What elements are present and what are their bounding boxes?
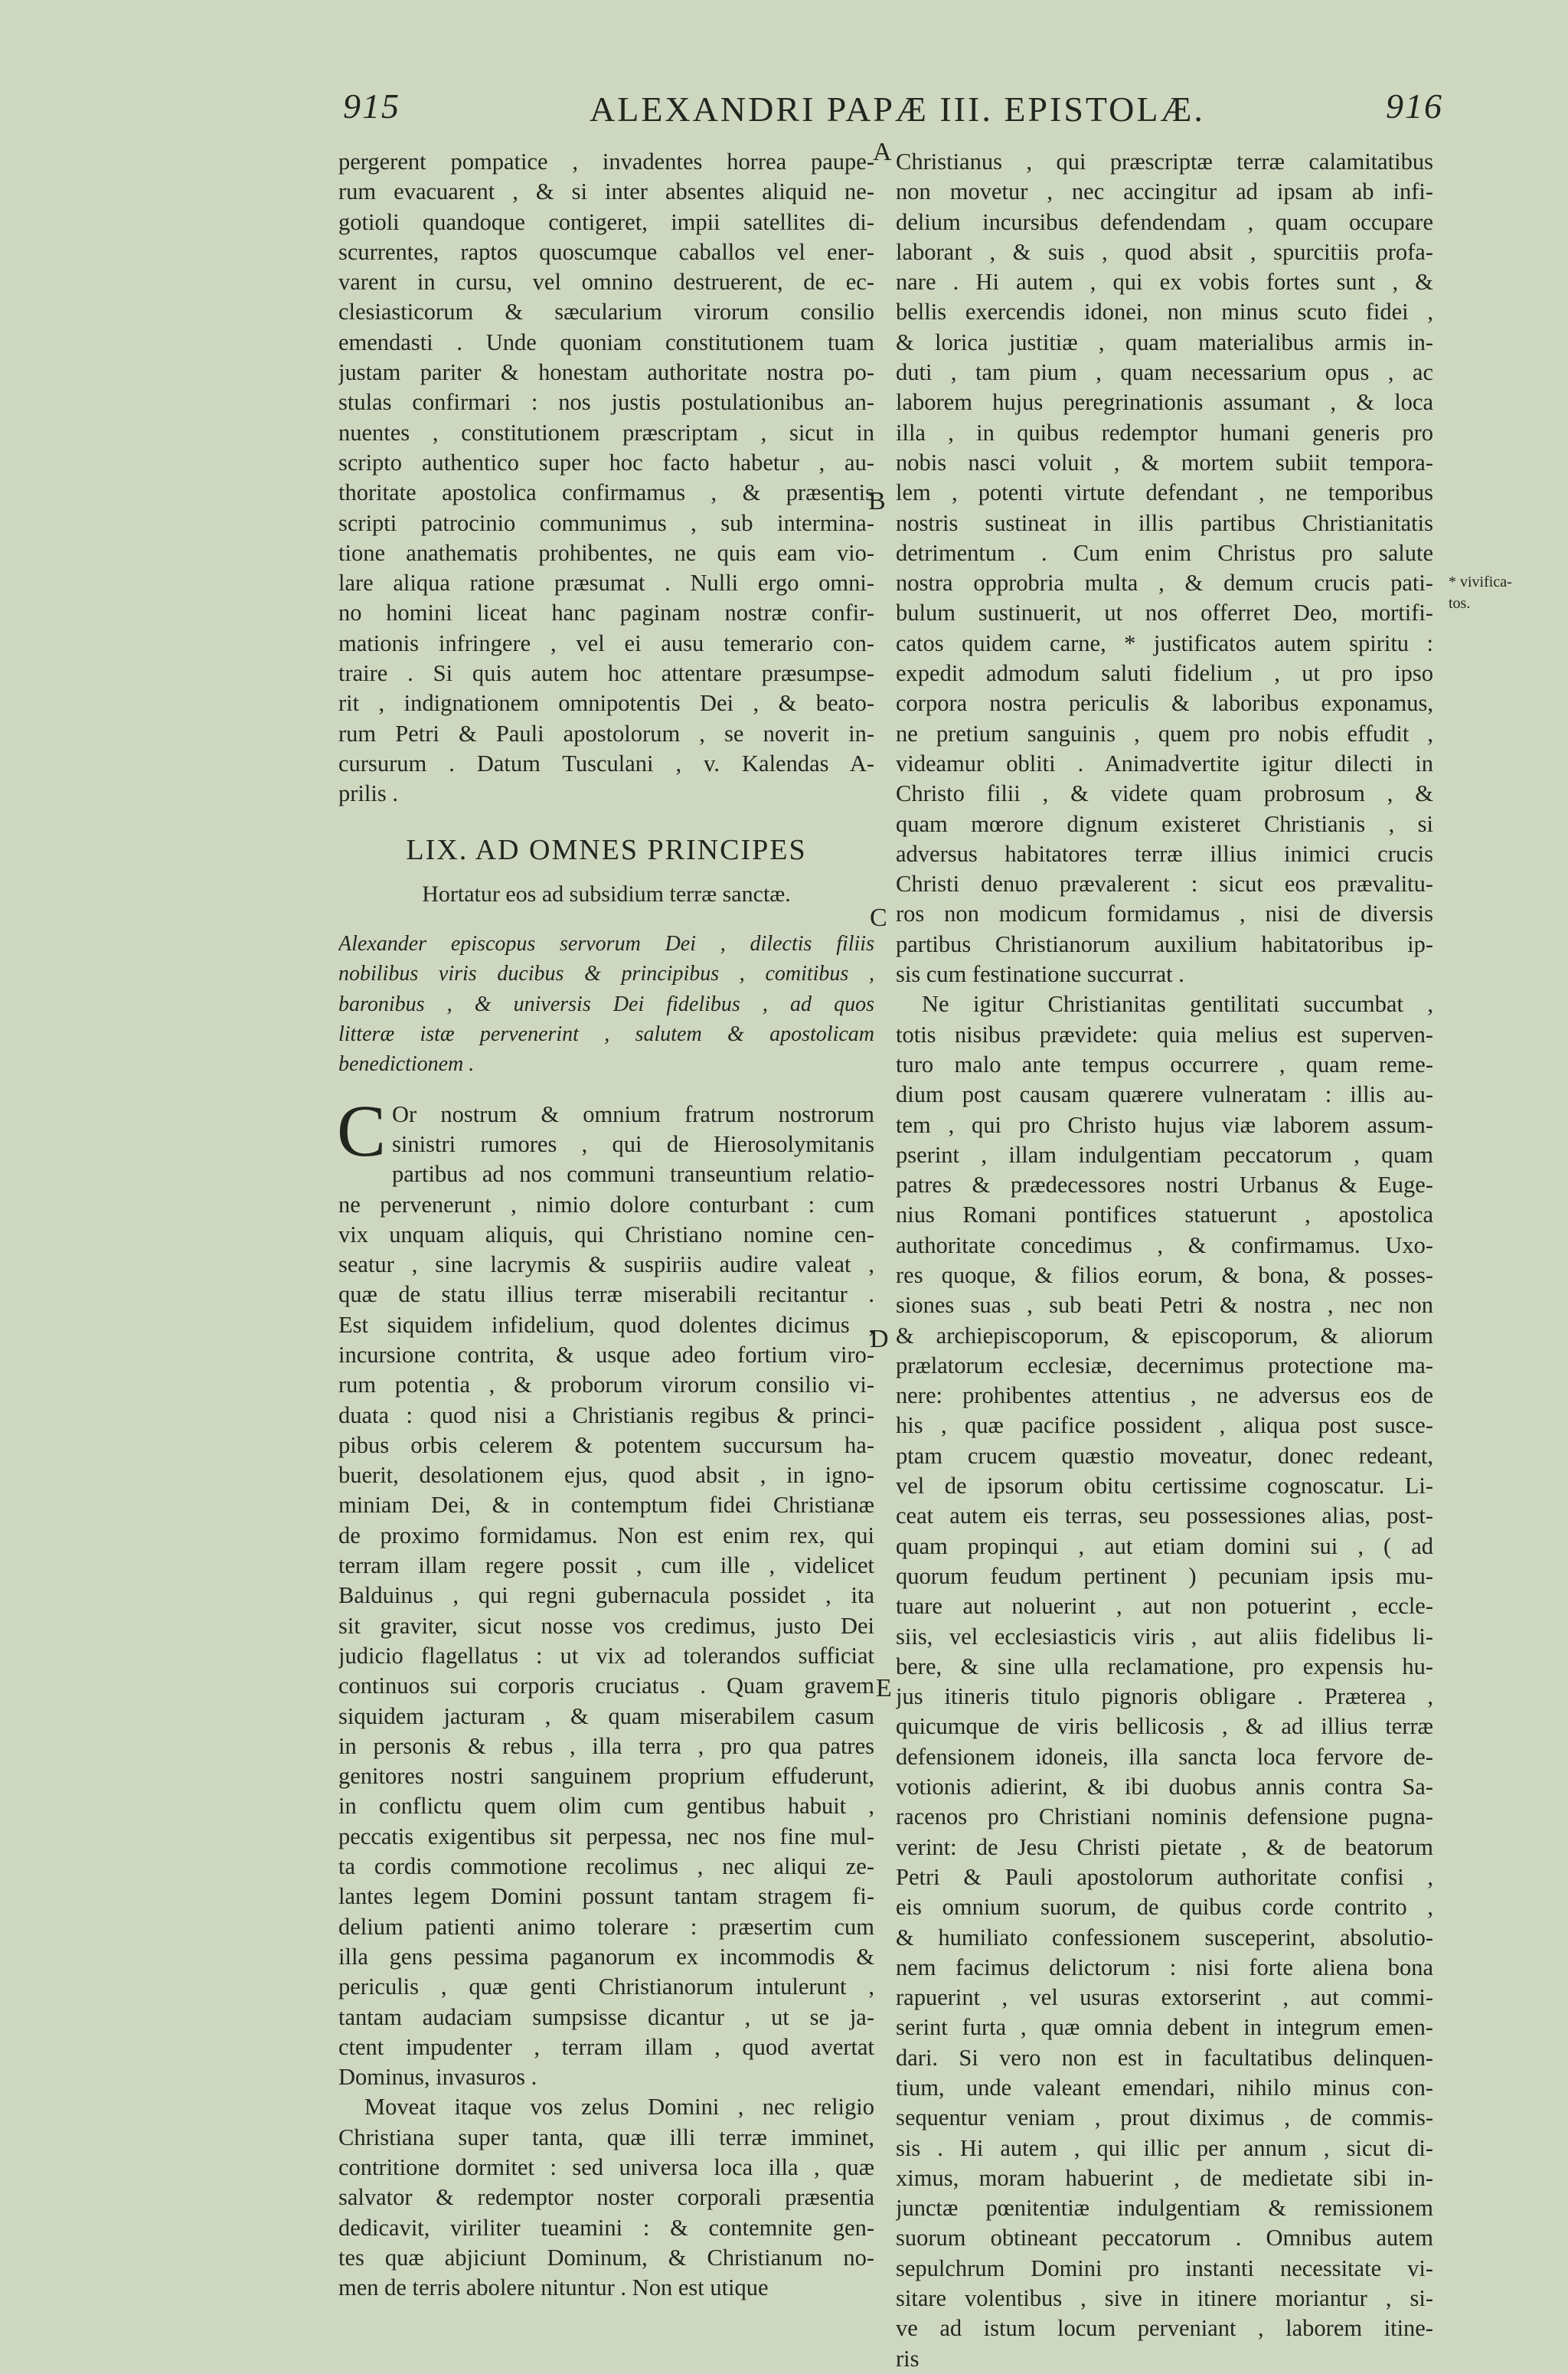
text-line: res quoque, & filios eorum, & bona, & posses- <box>896 1261 1433 1288</box>
page-header <box>0 86 1568 139</box>
side-note <box>1449 571 1512 614</box>
text-line: duti , tam pium , quam necessarium opus , ac <box>896 359 1433 386</box>
side-note-line: * vivifica- <box>1449 574 1512 590</box>
text-line: expedit admodum saluti fidelium , ut pro ipso <box>896 660 1433 687</box>
text-line: ceat autem eis terras, seu possessiones alias, post- <box>896 1503 1433 1529</box>
letter-body-continued <box>896 147 1433 2374</box>
text-line: ris <box>896 2345 920 2372</box>
text-line: patres & prædecessores nostri Urbanus & Euge- <box>896 1172 1433 1198</box>
text-line: emendasti . Unde quoniam constitutionem tuam <box>338 329 874 355</box>
margin-letter-c: C <box>870 904 887 932</box>
text-line: prilis . <box>338 780 398 807</box>
text-line: Alexander episcopus servorum Dei , dilectis filiis <box>338 932 874 956</box>
text-line: Dominus, invasuros . <box>338 2064 537 2091</box>
text-line: nius Romani pontifices statuerunt , apostolica <box>896 1202 1433 1228</box>
text-line: quicumque de viris bellicosis , & ad illius terræ <box>896 1713 1433 1740</box>
text-line: scripto authentico super hoc facto habetur , au- <box>338 449 874 476</box>
text-line: verint: de Jesu Christi pietate , & de beatorum <box>896 1833 1433 1860</box>
text-line: cursurum . Datum Tusculani , v. Kalendas A- <box>338 750 874 777</box>
text-line: bellis exercendis idonei, non minus scuto fidei , <box>896 299 1433 325</box>
text-line: tione anathematis prohibentes, ne quis eam vio- <box>338 539 874 566</box>
text-line: contritione dormitet : sed universa loca illa , quæ <box>338 2154 874 2180</box>
text-line: Christo filii , & videte quam probrosum , & <box>896 780 1433 807</box>
text-line: in personis & rebus , illa terra , pro qua patres <box>338 1732 874 1759</box>
text-line: non movetur , nec accingitur ad ipsam ab infi- <box>896 178 1433 205</box>
text-line: partibus ad nos communi transeuntium relatio- <box>392 1161 874 1188</box>
text-line: serint furta , quæ omnia debent in integrum emen- <box>896 2014 1433 2041</box>
text-line: vel de ipsorum obitu certissime cognoscatur. Li- <box>896 1473 1433 1499</box>
text-line: ne pervenerunt , nimio dolore conturbant : cum <box>338 1191 874 1218</box>
text-line: gotioli quandoque contigeret, impii satellites di- <box>338 208 874 235</box>
text-line: traire . Si quis autem hoc attentare præsumpse- <box>338 660 874 687</box>
text-line: Ne igitur Christianitas gentilitati succumbat , <box>922 991 1433 1018</box>
text-line: siquidem jacturam , & quam miserabilem casum <box>338 1702 874 1729</box>
text-line: duata : quod nisi a Christianis regibus & princi- <box>338 1401 874 1428</box>
margin-letter-a: A <box>873 138 892 166</box>
text-line: defensionem idoneis, illa sancta loca fervore de- <box>896 1743 1433 1770</box>
text-line: sepulchrum Domini pro instanti necessitate vi- <box>896 2255 1433 2281</box>
text-line: peccatis exigentibus sit perpessa, nec nos fine mul- <box>338 1823 874 1849</box>
drop-cap: C <box>337 1089 387 1172</box>
left-column <box>338 147 874 2303</box>
text-line: lare aliqua ratione præsumat . Nulli ergo omni- <box>338 570 874 597</box>
side-note-line: tos. <box>1449 595 1471 612</box>
text-line: pergerent pompatice , invadentes horrea paupe- <box>338 149 874 175</box>
text-line: in conflictu quem olim cum gentibus habuit , <box>338 1793 874 1820</box>
margin-letter-b: B <box>868 487 886 515</box>
text-line: miniam Dei, & in contemptum fidei Christianæ <box>338 1492 874 1519</box>
text-line: thoritate apostolica confirmamus , & præsentis <box>338 479 874 506</box>
text-line: rapuerint , vel usuras extorserint , aut commi- <box>896 1984 1433 2011</box>
text-line: ximus, moram habuerint , de medietate sibi in- <box>896 2164 1433 2191</box>
text-line: quorum feudum pertinent ) pecuniam ipsis mu- <box>896 1562 1433 1589</box>
text-line: Est siquidem infidelium, quod dolentes dicimus , <box>338 1311 874 1338</box>
text-line: scripti patrocinio communimus , sub intermina- <box>338 509 874 536</box>
text-line: nobis nasci voluit , & mortem subiit tempora- <box>896 449 1433 476</box>
text-line: turo malo ante tempus occurrere , quam reme- <box>896 1051 1433 1077</box>
text-line: Moveat itaque vos zelus Domini , nec religio <box>364 2094 874 2121</box>
text-line: clesiasticorum & sæcularium virorum consilio <box>338 299 874 325</box>
text-line: mationis infringere , vel ei ausu temerario con- <box>338 629 874 656</box>
letter-address <box>338 929 874 1079</box>
text-line: nostra opprobria multa , & demum crucis pati- <box>896 570 1433 597</box>
text-line: litteræ istæ pervenerint , salutem & apostolicam <box>338 1022 874 1047</box>
text-line: lem , potenti virtute defendant , ne temporibus <box>896 479 1433 506</box>
text-line: corpora nostra periculis & laboribus exponamus, <box>896 690 1433 717</box>
text-line: ne pretium sanguinis , quem pro nobis effudit , <box>896 720 1433 747</box>
text-line: & lorica justitiæ , quam materialibus armis in- <box>896 329 1433 355</box>
text-line: tium, unde valeant emendari, nihilo minus con- <box>896 2075 1433 2101</box>
text-line: pibus orbis celerem & potentem succursum ha- <box>338 1431 874 1458</box>
text-line: ros non modicum formidamus , nisi de diversis <box>896 901 1433 927</box>
text-line: jus itineris titulo pignoris obligare . Præterea , <box>896 1683 1433 1710</box>
text-line: junctæ pœnitentiæ indulgentiam & remissionem <box>896 2195 1433 2222</box>
text-line: tes quæ abjiciunt Dominum, & Christianum no- <box>338 2244 874 2271</box>
text-line: justam pariter & honestam authoritate nostra po- <box>338 359 874 386</box>
letter-body-paragraph-2 <box>338 2092 874 2303</box>
text-line: eis omnium suorum, de quibus corde contrito , <box>896 1894 1433 1921</box>
text-line: vix unquam aliquis, qui Christiano nomine cen- <box>338 1221 874 1247</box>
text-line: bere, & sine ulla reclamatione, pro expensis hu- <box>896 1653 1433 1679</box>
text-line: delium incursibus defendendam , quam occupare <box>896 208 1433 235</box>
text-line: baronibus , & universis Dei fidelibus , ad quos <box>338 992 874 1016</box>
page-number-right: 916 <box>1386 87 1443 126</box>
running-title: ALEXANDRI PAPÆ III. EPISTOLÆ. <box>590 90 1205 129</box>
text-line: ve ad istum locum perveniant , laborem itine- <box>896 2315 1433 2342</box>
text-line: continuos sui corporis cruciatus . Quam gravem <box>338 1673 874 1699</box>
letter-summary: Hortatur eos ad subsidium terræ sanctæ. <box>422 881 791 907</box>
text-line: tuare aut noluerint , aut non potuerint , eccle- <box>896 1593 1433 1620</box>
text-line: dedicavit, viriliter tueamini : & contemnite gen- <box>338 2214 874 2241</box>
text-line: tantam audaciam sumpsisse dicantur , ut se ja- <box>338 2003 874 2030</box>
letter-heading: LIX. AD OMNES PRINCIPES <box>406 833 807 866</box>
text-line: prælatorum ecclesiæ, decernimus protectione ma- <box>896 1352 1433 1378</box>
page-number-left: 915 <box>343 87 400 126</box>
text-line: rum evacuarent , & si inter absentes aliquid ne- <box>338 178 874 205</box>
margin-letter-e: E <box>876 1674 892 1702</box>
text-line: nem facimus delictorum : nisi forte aliena bona <box>896 1954 1433 1980</box>
text-line: Balduinus , qui regni gubernacula possidet , ita <box>338 1582 874 1609</box>
text-line: rit , indignationem omnipotentis Dei , & beato- <box>338 690 874 717</box>
text-line: sinistri rumores , qui de Hierosolymitanis <box>392 1130 874 1157</box>
text-line: his , quæ pacifice possident , aliqua post susce- <box>896 1412 1433 1439</box>
text-line: sequentur veniam , prout diximus , de commis- <box>896 2104 1433 2131</box>
text-line: Christianus , qui præscriptæ terræ calamitatibus <box>896 149 1433 175</box>
text-line: laborant , & suis , quod absit , spurcitiis profa- <box>896 238 1433 265</box>
text-line: benedictionem . <box>338 1052 475 1077</box>
letter-body <box>337 1089 874 2093</box>
text-line: nobilibus viris ducibus & principibus , comitibus , <box>338 962 874 986</box>
text-line: salvator & redemptor noster corporali præsentia <box>338 2184 874 2211</box>
text-line: illa , in quibus redemptor humani generis pro <box>896 419 1433 446</box>
text-line: sis . Hi autem , qui illic per annum , sicut di- <box>896 2134 1433 2161</box>
text-line: siones suas , sub beati Petri & nostra , nec non <box>896 1292 1433 1319</box>
text-line: adversus habitatores terræ illius inimici crucis <box>896 840 1433 867</box>
text-line: delium patienti animo tolerare : præsertim cum <box>338 1913 874 1940</box>
text-line: suorum obtineant peccatorum . Omnibus autem <box>896 2225 1433 2251</box>
text-line: incursione contrita, & usque adeo fortium viro- <box>338 1341 874 1368</box>
text-line: stulas confirmari : nos justis postulationibus an- <box>338 389 874 416</box>
text-line: judicio flagellatus : ut vix ad tolerandos sufficiat <box>338 1642 874 1669</box>
text-line: Or nostrum & omnium fratrum nostrorum <box>392 1100 874 1127</box>
text-line: men de terris abolere nituntur . Non est utique <box>338 2274 769 2301</box>
text-line: sitare volentibus , sive in itinere moriantur , si- <box>896 2285 1433 2312</box>
text-line: nuentes , constitutionem præscriptam , sicut in <box>338 419 874 446</box>
text-line: periculis , quæ genti Christianorum intulerunt , <box>338 1973 874 2000</box>
text-line: scurrentes, raptos quoscumque caballos vel ener- <box>338 238 874 265</box>
text-line: rum potentia , & proborum virorum consilio vi- <box>338 1372 874 1398</box>
text-line: Christi denuo prævalerent : sicut eos prævalitu- <box>896 871 1433 898</box>
text-line: quæ de statu illius terræ miserabili recitantur . <box>338 1281 874 1308</box>
text-line: siis, vel ecclesiasticis viris , aut aliis fidelibus li- <box>896 1623 1433 1650</box>
text-line: authoritate concedimus , & confirmamus. Uxo- <box>896 1231 1433 1258</box>
text-line: dium post causam quærere vulneratam : illis au- <box>896 1081 1433 1108</box>
text-line: quam propinqui , aut etiam domini sui , ( ad <box>896 1532 1433 1559</box>
text-line: de proximo formidamus. Non est enim rex, qui <box>338 1522 874 1548</box>
text-line: lantes legem Domini possunt tantam stragem fi- <box>338 1883 874 1910</box>
text-line: no homini liceat hanc paginam nostræ confir- <box>338 600 874 626</box>
text-line: sit graviter, sicut nosse vos credimus, justo Dei <box>338 1612 874 1639</box>
text-line: pserint , illam indulgentiam peccatorum , quam <box>896 1141 1433 1168</box>
text-line: catos quidem carne, * justificatos autem spiritu : <box>896 629 1433 656</box>
previous-letter-ending <box>338 147 874 809</box>
text-line: illa gens pessima paganorum ex incommodis & <box>338 1943 874 1970</box>
text-line: partibus Christianorum auxilium habitatoribus ip- <box>896 930 1433 957</box>
text-line: nere: prohibentes attentius , ne adversus eos de <box>896 1382 1433 1409</box>
text-line: nostris sustineat in illis partibus Christianitatis <box>896 509 1433 536</box>
text-line: varent in cursu, vel omnino destruerent, de ec- <box>338 269 874 296</box>
text-line: laborem hujus peregrinationis assumant , & loca <box>896 389 1433 416</box>
text-line: videamur obliti . Animadvertite igitur dilecti in <box>896 750 1433 777</box>
text-line: dari. Si vero non est in facultatibus delinquen- <box>896 2044 1433 2071</box>
margin-letter-d: D <box>870 1325 889 1353</box>
text-line: Christiana super tanta, quæ illi terræ imminet, <box>338 2124 874 2150</box>
text-line: racenos pro Christiani nominis defensione pugna- <box>896 1803 1433 1830</box>
text-line: & humiliato confessionem susceperint, absolutio- <box>896 1924 1433 1951</box>
text-line: buerit, desolationem ejus, quod absit , in igno- <box>338 1462 874 1489</box>
text-line: & archiepiscoporum, & episcoporum, & aliorum <box>896 1322 1433 1349</box>
text-line: ctent impudenter , terram illam , quod avertat <box>338 2033 874 2060</box>
text-line: sis cum festinatione succurrat . <box>896 961 1184 988</box>
text-line: nare . Hi autem , qui ex vobis fortes sunt , & <box>896 269 1433 296</box>
text-line: totis nisibus prævidete: quia melius est superven- <box>896 1021 1433 1048</box>
text-line: Petri & Pauli apostolorum authoritate confisi , <box>896 1863 1433 1890</box>
text-line: rum Petri & Pauli apostolorum , se noverit in- <box>338 720 874 747</box>
right-column <box>896 147 1433 2374</box>
text-line: terram illam regere possit , cum ille , videlicet <box>338 1552 874 1579</box>
text-line: bulum sustinuerit, ut nos offerret Deo, mortifi- <box>896 600 1433 626</box>
text-line: ptam crucem quæstio moveatur, donec redeant, <box>896 1442 1433 1469</box>
text-line: ta cordis commotione recolimus , nec aliqui ze- <box>338 1853 874 1880</box>
text-line: votionis adierint, & ibi duobus annis contra Sa- <box>896 1774 1433 1800</box>
text-line: detrimentum . Cum enim Christus pro salute <box>896 539 1433 566</box>
text-line: genitores nostri sanguinem proprium effuderunt, <box>338 1763 874 1790</box>
text-line: seatur , sine lacrymis & suspiriis audire valeat , <box>338 1251 874 1278</box>
text-line: tem , qui pro Christo hujus viæ laborem assum- <box>896 1111 1433 1138</box>
text-line: quam mœrore dignum existeret Christianis , si <box>896 810 1433 837</box>
